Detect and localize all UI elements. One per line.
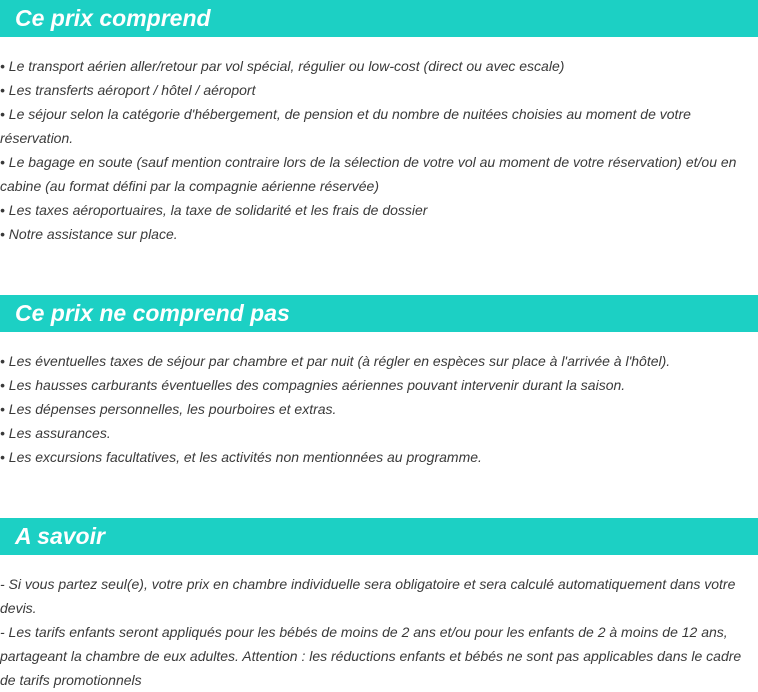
list-item: • Les dépenses personnelles, les pourboires et extras. (0, 401, 337, 417)
included-list (0, 54, 758, 246)
not-included-list (0, 349, 758, 469)
section-header-not-included (0, 295, 758, 332)
section-title: Ce prix comprend (15, 5, 211, 31)
section-header-good-to-know (0, 518, 758, 555)
list-item: • Le transport aérien aller/retour par vol spécial, régulier ou low-cost (direct ou avec escale) (0, 58, 565, 74)
list-item: • Les transferts aéroport / hôtel / aéroport (0, 82, 256, 98)
good-to-know-list (0, 572, 758, 692)
list-item: • Les taxes aéroportuaires, la taxe de solidarité et les frais de dossier (0, 202, 428, 218)
section-title: Ce prix ne comprend pas (15, 300, 290, 326)
section-title: A savoir (15, 523, 105, 549)
section-header-included (0, 0, 758, 37)
list-item: • Les éventuelles taxes de séjour par chambre et par nuit (à régler en espèces sur place à l'arrivée à l'hôtel). (0, 353, 671, 369)
list-item: - Si vous partez seul(e), votre prix en chambre individuelle sera obligatoire et sera calculé automatiquement dans votre devis. (0, 576, 736, 616)
list-item: • Les excursions facultatives, et les activités non mentionnées au programme. (0, 449, 482, 465)
list-item: • Le bagage en soute (sauf mention contraire lors de la sélection de votre vol au moment de votre réservation) et/ou en cabine (au format défini par la compagnie aérienne réservée) (0, 154, 737, 194)
list-item: • Les hausses carburants éventuelles des compagnies aériennes pouvant intervenir durant la saison. (0, 377, 626, 393)
list-item: - Les tarifs enfants seront appliqués pour les bébés de moins de 2 ans et/ou pour les enfants de 2 à moins de 12 ans, partageant la chambre de eux adultes. Attention : les réductions enfants et bébés ne sont pas applicables dans le cadre de tarifs promotionnels (0, 624, 742, 688)
list-item: • Le séjour selon la catégorie d'hébergement, de pension et du nombre de nuitées choisies au moment de votre réservation. (0, 106, 691, 146)
list-item: • Notre assistance sur place. (0, 226, 178, 242)
list-item: • Les assurances. (0, 425, 111, 441)
